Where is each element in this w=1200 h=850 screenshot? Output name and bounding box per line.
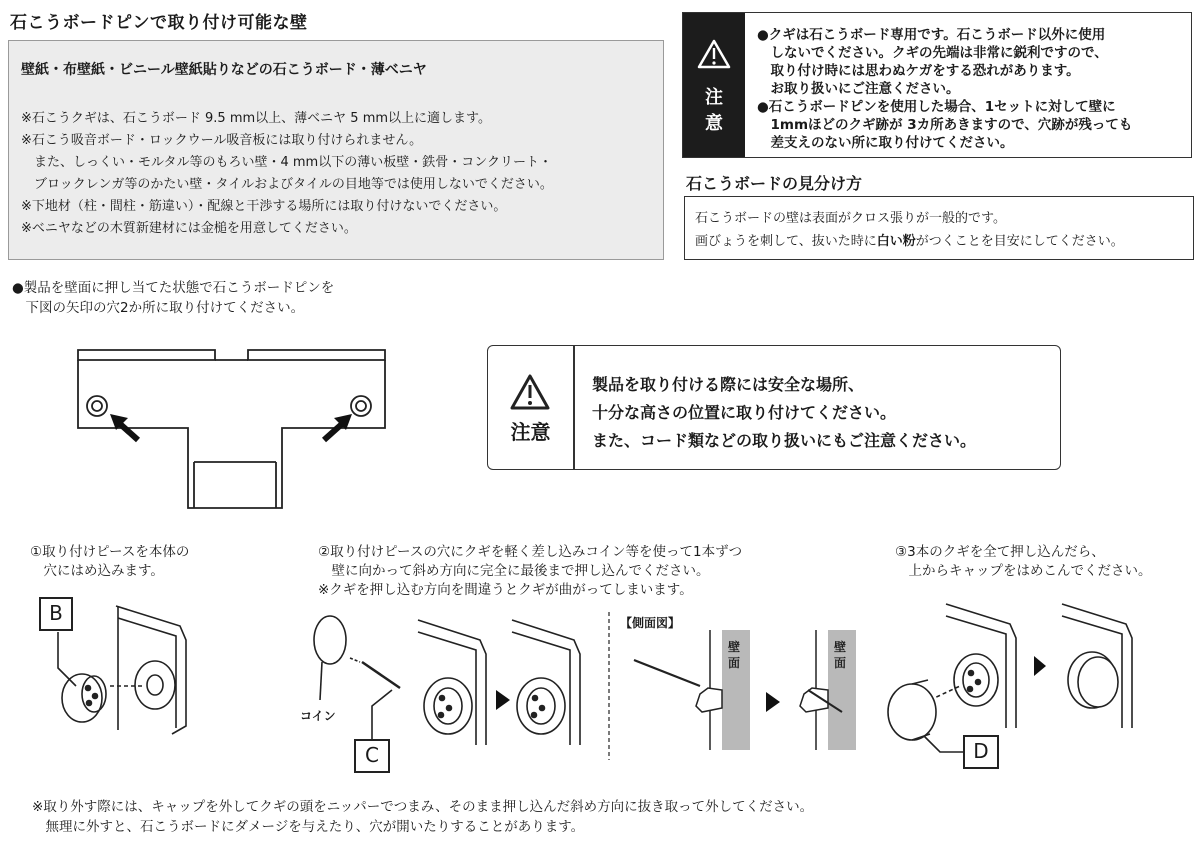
coin-icon bbox=[314, 616, 346, 664]
caution-label-1: 注 bbox=[705, 87, 723, 108]
nail-icon bbox=[362, 662, 400, 688]
identify-title: 石こうボードの見分け方 bbox=[686, 174, 863, 193]
step1-line: 穴にはめ込みます。 bbox=[30, 563, 164, 579]
coin-guide bbox=[350, 658, 360, 662]
wall-types-line: ※石こうクギは、石こうボード 9.5 mm以上、薄ベニヤ 5 mm以上に適します。 bbox=[21, 111, 491, 126]
step3-line: ③3本のクギを全て押し込んだら、 bbox=[895, 544, 1105, 560]
wall-types-line: ※ベニヤなどの木質新建材には金槌を用意してください。 bbox=[21, 221, 357, 236]
bracket-neck bbox=[194, 462, 276, 508]
piece-dot bbox=[439, 713, 444, 718]
piece-dot bbox=[440, 696, 445, 701]
leader-c bbox=[372, 690, 392, 742]
step3-line: 上からキャップをはめこんでください。 bbox=[895, 563, 1152, 579]
caution-text-line: しないでください。クギの先端は非常に鋭利ですので、 bbox=[757, 45, 1108, 61]
bracket-top-right-edge bbox=[248, 350, 385, 360]
removal-note-line: 無理に外すと、石こうボードにダメージを与えたり、穴が開いたりすることがあります。 bbox=[32, 819, 585, 835]
wall-label-1: 壁 bbox=[728, 640, 741, 654]
caution-text-line: 取り付け時には思わぬケガをする恐れがあります。 bbox=[757, 63, 1080, 79]
cap-installed bbox=[1078, 657, 1118, 707]
leader-d bbox=[924, 736, 966, 752]
unit-edge-inner bbox=[118, 618, 176, 728]
side-view-diagram-2 bbox=[800, 630, 856, 750]
label-b: B bbox=[49, 601, 63, 625]
arrow-right-icon bbox=[324, 414, 352, 440]
wall-types-line: ※下地材（柱・間柱・筋違い）・配線と干渉する場所には取り付けないでください。 bbox=[21, 199, 507, 214]
caution-text-line: 差支えのない所に取り付けてください。 bbox=[757, 135, 1014, 151]
cap-guide bbox=[930, 686, 960, 700]
section-title: 石こうボードピンで取り付け可能な壁 bbox=[10, 13, 308, 33]
step3-illustration bbox=[888, 604, 1132, 768]
wall-label-2: 面 bbox=[728, 656, 741, 670]
piece-dot bbox=[969, 671, 974, 676]
caution-text-line: お取り扱いにご注意ください。 bbox=[757, 81, 960, 97]
piece-side bbox=[696, 688, 722, 712]
caution-text-line: ●クギは石こうボード専用です。石こうボード以外に使用 bbox=[757, 27, 1106, 43]
piece-dot bbox=[976, 680, 981, 685]
bracket-top-left-edge bbox=[78, 350, 215, 360]
identify-text: がつくことを目安にしてください。 bbox=[915, 234, 1124, 249]
nail-icon bbox=[634, 660, 700, 686]
wall-types-line: ※石こう吸音ボード・ロックウール吸音板には取り付けられません。 bbox=[21, 133, 423, 148]
identify-emphasis: 白い粉 bbox=[876, 234, 916, 249]
unit-hole-outer bbox=[135, 661, 175, 709]
caution-label: 注意 bbox=[510, 420, 551, 444]
side-view-label: 【側面図】 bbox=[620, 616, 681, 630]
caution-text-line: 十分な高さの位置に取り付けてください。 bbox=[592, 403, 897, 422]
wall-types-line: ブロックレンガ等のかたい壁・タイルおよびタイルの目地等では使用しないでください。 bbox=[21, 177, 553, 192]
unit-hole-inner bbox=[147, 675, 163, 695]
piece-dot bbox=[540, 706, 545, 711]
wall-label-1: 壁 bbox=[834, 640, 847, 654]
bracket-hole-left bbox=[87, 396, 107, 416]
piece-dot bbox=[533, 696, 538, 701]
piece-dot bbox=[447, 706, 452, 711]
piece-b-dot bbox=[93, 694, 98, 699]
piece-dot bbox=[532, 713, 537, 718]
cap-d bbox=[888, 684, 936, 740]
wall-types-line: また、しっくい・モルタル等のもろい壁・4 mm以下の薄い板壁・鉄骨・コンクリート・ bbox=[21, 155, 552, 170]
wall-types-subtitle: 壁紙・布壁紙・ビニール壁紙貼りなどの石こうボード・薄ベニヤ bbox=[21, 62, 427, 78]
identify-text: 画びょうを刺して、抜いた時に bbox=[695, 234, 877, 249]
step2-line: ※クギを押し込む方向を間違うとクギが曲がってしまいます。 bbox=[318, 582, 693, 598]
label-c: C bbox=[365, 743, 379, 767]
arrow-left-icon bbox=[110, 414, 138, 440]
instruction-line: 下図の矢印の穴2か所に取り付けてください。 bbox=[12, 300, 305, 316]
piece-b-dot bbox=[86, 686, 91, 691]
bracket-hole-right-inner bbox=[356, 401, 366, 411]
next-arrow-icon bbox=[766, 692, 780, 712]
caution-text-line: 1mmほどのクギ跡が 3カ所あきますので、穴跡が残っても bbox=[757, 117, 1133, 133]
removal-note-line: ※取り外す際には、キャップを外してクギの頭をニッパーでつまみ、そのまま押し込んだ斜め方向に抜き取って外してください。 bbox=[32, 799, 814, 815]
caution-label-2: 意 bbox=[705, 113, 723, 134]
caution-text-line: 製品を取り付ける際には安全な場所、 bbox=[592, 375, 865, 394]
caution-text-line: ●石こうボードピンを使用した場合、1セットに対して壁に bbox=[757, 99, 1116, 115]
next-arrow-icon bbox=[496, 690, 510, 710]
leader-coin bbox=[320, 662, 322, 700]
bracket-hole-right bbox=[351, 396, 371, 416]
step2-illustration bbox=[314, 616, 580, 772]
step2-line: ②取り付けピースの穴にクギを軽く差し込みコイン等を使って1本ずつ bbox=[318, 544, 743, 560]
step2-line: 壁に向かって斜め方向に完全に最後まで押し込んでください。 bbox=[318, 563, 710, 579]
piece-dot bbox=[968, 687, 973, 692]
bracket-outline bbox=[78, 360, 385, 508]
bracket-hole-left-inner bbox=[92, 401, 102, 411]
caution-text-line: また、コード類などの取り扱いにもご注意ください。 bbox=[592, 431, 977, 450]
coin-label: コイン bbox=[300, 709, 336, 723]
piece-b-dot bbox=[87, 701, 92, 706]
instruction-line: ●製品を壁面に押し当てた状態で石こうボードピンを bbox=[12, 280, 335, 296]
next-arrow-icon bbox=[1034, 656, 1046, 676]
wall-label-2: 面 bbox=[834, 656, 847, 670]
step1-line: ①取り付けピースを本体の bbox=[30, 544, 190, 560]
identify-line: 石こうボードの壁は表面がクロス張りが一般的です。 bbox=[695, 211, 1006, 226]
label-d: D bbox=[973, 739, 989, 763]
